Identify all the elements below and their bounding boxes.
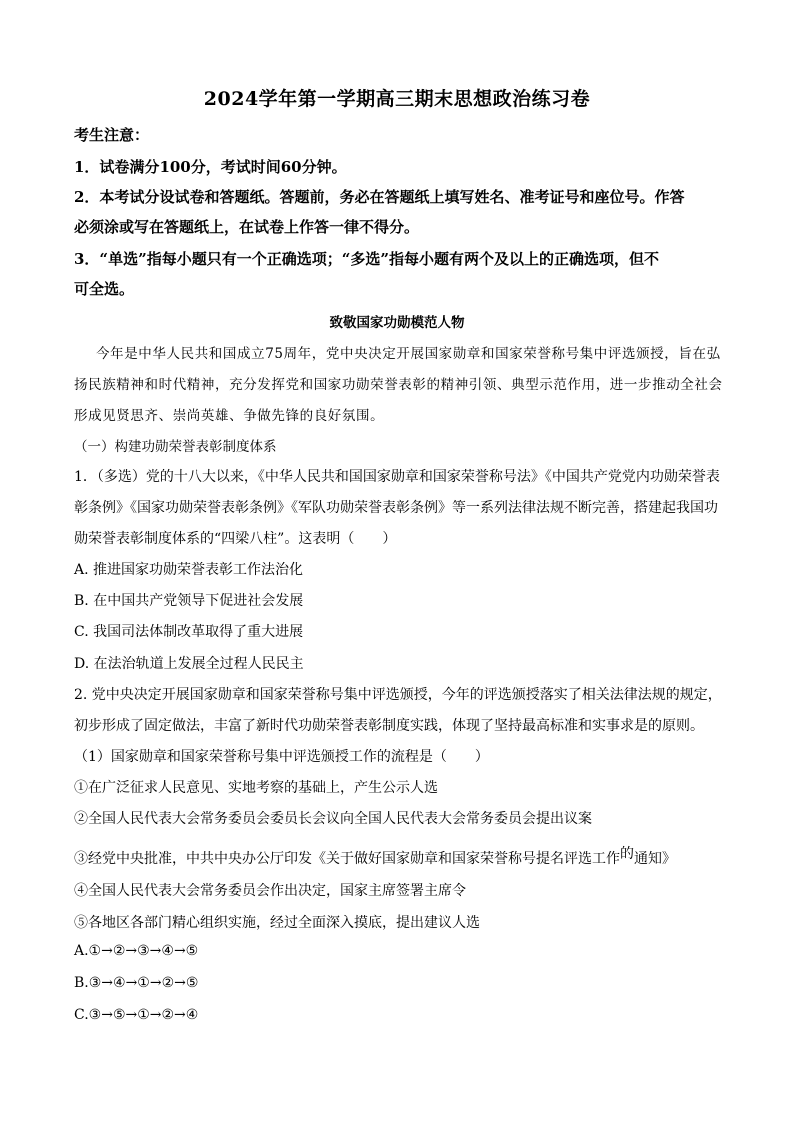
q1-option-a: A. 推进国家功勋荣誉表彰工作法治化 (74, 562, 304, 578)
q2-step-4: ④全国人民代表大会常务委员会作出决定，国家主席签署主席令 (74, 883, 466, 899)
q2-step-5: ⑤各地区各部门精心组织实施，经过全面深入摸底，提出建议人选 (74, 915, 480, 931)
notice-heading: 考生注意： (74, 126, 150, 144)
q2-step-1: ①在广泛征求人民意见、实地考察的基础上，产生公示人选 (74, 780, 438, 796)
notice-item-3-line-2: 可全选。 (74, 280, 135, 298)
q2-step-2: ②全国人民代表大会常务委员会委员长会议向全国人民代表大会常务委员会提出议案 (74, 811, 592, 827)
q2-step-3-raised-char: 的 (620, 846, 634, 862)
q1-option-c: C. 我国司法体制改革取得了重大进展 (74, 624, 304, 640)
q1-stem-line-1: 1．（多选）党的十八大以来，《中华人民共和国国家勋章和国家荣誉称号法》《中国共产党党内功勋荣誉表 (74, 469, 720, 485)
q1-stem-line-2: 彰条例》《国家功勋荣誉表彰条例》《军队功勋荣誉表彰条例》等一系列法律法规不断完善，搭建起我国功 (74, 500, 718, 516)
intro-line-3: 形成见贤思齐、崇尚英雄、争做先锋的良好氛围。 (74, 408, 385, 424)
subsection-1-heading: （一）构建功勋荣誉表彰制度体系 (74, 439, 277, 455)
q2-sub-question-1: （1）国家勋章和国家荣誉称号集中评选颁授工作的流程是（ ） (74, 749, 489, 765)
intro-line-1: 今年是中华人民共和国成立75周年，党中央决定开展国家勋章和国家荣誉称号集中评选颁授，旨在弘 (96, 346, 721, 362)
notice-item-3-line-1: 3．“单选”指每小题只有一个正确选项；“多选”指每小题有两个及以上的正确选项，但不 (74, 250, 659, 268)
q2-option-a: A.①→②→③→④→⑤ (74, 943, 199, 959)
q2-step-3-end: 通知》 (634, 851, 676, 867)
q2-step-3-main: ③经党中央批准，中共中央办公厅印发《关于做好国家勋章和国家荣誉称号提名评选工作 (74, 851, 620, 867)
q2-stem-line-2: 初步形成了固定做法，丰富了新时代功勋荣誉表彰制度实践，体现了坚持最高标准和实事求是的原则。 (74, 718, 704, 734)
intro-line-2: 扬民族精神和时代精神，充分发挥党和国家功勋荣誉表彰的精神引领、典型示范作用，进一步推动全社会 (74, 377, 723, 393)
notice-item-2-line-1: 2．本考试分设试卷和答题纸。答题前，务必在答题纸上填写姓名、准考证号和座位号。作答 (74, 188, 685, 206)
notice-item-1: 1．试卷满分100分，考试时间60分钟。 (74, 158, 347, 176)
q1-option-d: D. 在法治轨道上发展全过程人民民主 (74, 656, 304, 672)
exam-title: 2024学年第一学期高三期末思想政治练习卷 (203, 88, 591, 110)
section-title: 致敬国家功勋模范人物 (329, 315, 465, 331)
q2-option-b: B.③→④→①→②→⑤ (74, 975, 199, 991)
q1-option-b: B. 在中国共产党领导下促进社会发展 (74, 593, 304, 609)
q1-stem-line-3: 勋荣誉表彰制度体系的“四梁八柱”。这表明（ ） (74, 531, 397, 547)
notice-item-2-line-2: 必须涂或写在答题纸上，在试卷上作答一律不得分。 (74, 218, 420, 236)
q2-option-c: C.③→⑤→①→②→④ (74, 1007, 199, 1023)
q2-step-3 (74, 848, 676, 868)
q2-stem-line-1: 2. 党中央决定开展国家勋章和国家荣誉称号集中评选颁授，今年的评选颁授落实了相关法律法规的规定， (74, 687, 722, 703)
